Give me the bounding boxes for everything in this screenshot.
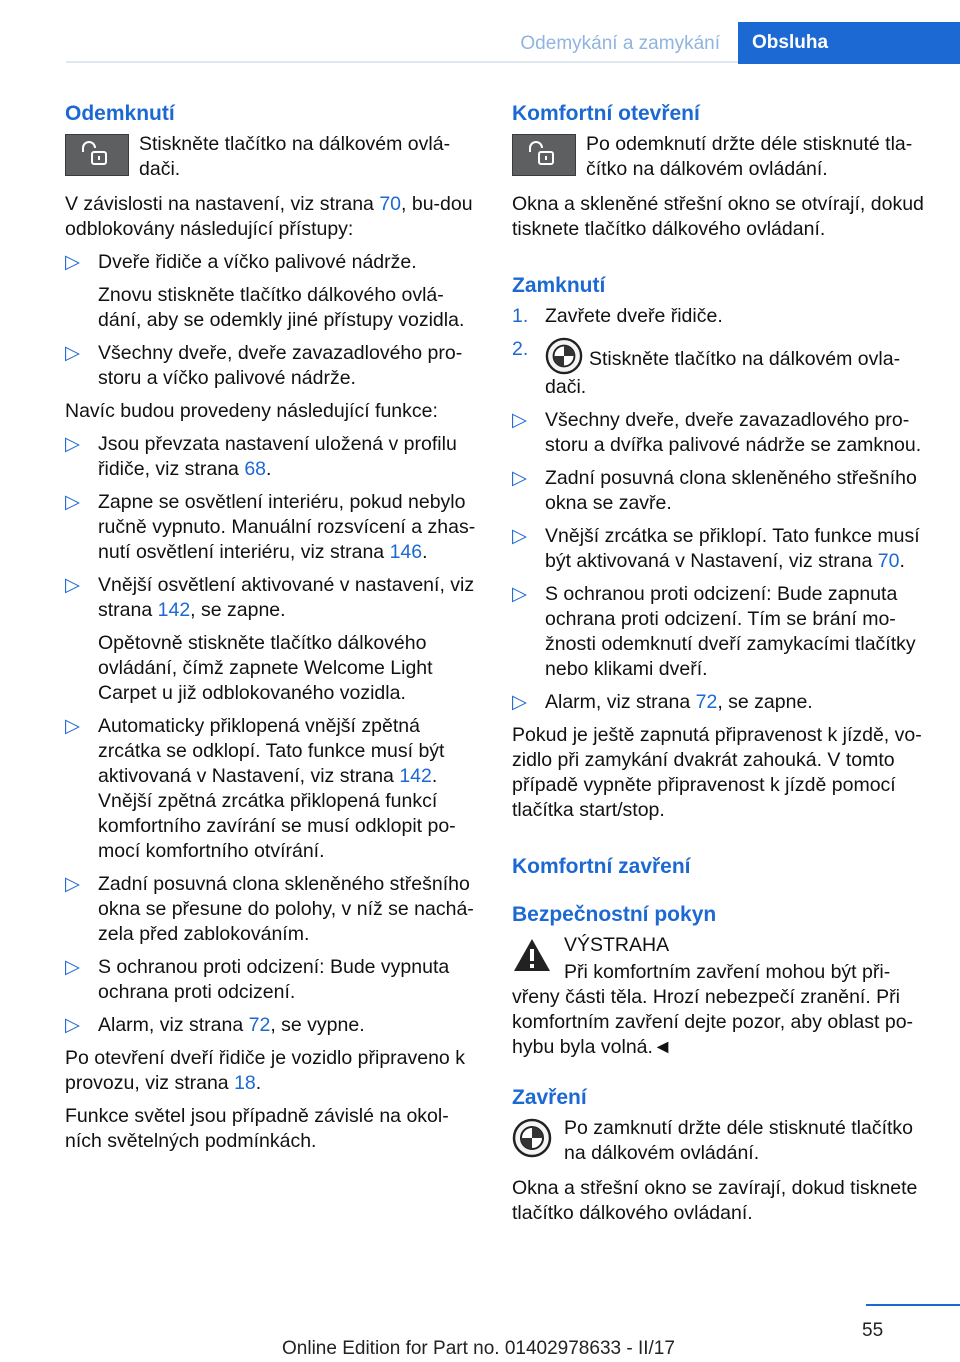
bullet-icon: ▷: [512, 467, 527, 489]
header-section-title: Odemykání a zamykání: [520, 33, 720, 54]
bullet-icon: ▷: [65, 873, 80, 895]
header-chapter-tab[interactable]: Obsluha: [738, 22, 960, 64]
bullet-icon: ▷: [65, 1014, 80, 1036]
list-item: ▷ Alarm, viz strana 72, se zapne.: [512, 691, 813, 713]
list-item: ▷ Automaticky přiklopená vnější zpětná zrcátka se odklopí. Tato funkce musí být aktivovaná v Nastavení, viz strana 142. Vnější zpětná zrcátka přiklopená funkcí komfortního zavírání se musí odklopit po-mocí komfortního otvírání.: [65, 715, 456, 862]
list-item: ▷ Vnější zrcátka se přiklopí. Tato funkce musí být aktivovaná v Nastavení, viz strana 70.: [512, 525, 920, 572]
comfort-open-text: Po odemknutí držte déle stisknuté tla-čítko na dálkovém ovládání.: [586, 133, 913, 180]
paragraph-lights: Funkce světel jsou případně závislé na okol-ních světelných podmínkách.: [65, 1105, 449, 1152]
heading-lock: Zamknutí: [512, 274, 606, 297]
list-item: ▷ Zadní posuvná clona skleněného střešního okna se přesune do polohy, v níž se nachá-zela před zablokováním.: [65, 873, 474, 945]
lock-steps: [512, 304, 928, 400]
list-item: ▷ Zapne se osvětlení interiéru, pokud nebylo ručně vypnuto. Manuální rozsvícení a zhas-nutí osvětlení interiéru, viz strana 146.: [65, 491, 476, 563]
bullet-icon: ▷: [65, 715, 80, 737]
unlock-access-list: [65, 250, 481, 391]
unlock-functions-list: [65, 432, 481, 1038]
list-item-note: Znovu stiskněte tlačítko dálkového ovlá-dání, aby se odemkly jiné přístupy vozidla.: [98, 284, 465, 331]
lock-result-list: [512, 408, 928, 715]
page-link[interactable]: 68: [244, 458, 267, 480]
bullet-icon: ▷: [512, 691, 527, 713]
bullet-icon: ▷: [65, 342, 80, 364]
bullet-icon: ▷: [65, 433, 80, 455]
close-instruction-text: Po zamknutí držte déle stisknuté tlačítko na dálkovém ovládání.: [564, 1117, 914, 1164]
page-link[interactable]: 18: [234, 1072, 256, 1094]
edition-note: Online Edition for Part no. 01402978633 - II/17: [282, 1338, 675, 1359]
page-link[interactable]: 72: [248, 1014, 271, 1036]
bullet-icon: ▷: [65, 251, 80, 273]
bullet-icon: ▷: [512, 409, 527, 431]
paragraph-access: V závislosti na nastavení, viz strana 70, bu-dou odblokovány následující přístupy:: [65, 193, 473, 240]
list-item: ▷ Dveře řidiče a víčko palivové nádrže. Znovu stiskněte tlačítko dálkového ovlá-dání, aby se odemkly jiné přístupy vozidla.: [65, 250, 481, 333]
heading-safety: Bezpečnostní pokyn: [512, 903, 717, 926]
bullet-icon: ▷: [65, 956, 80, 978]
list-item: ▷ S ochranou proti odcizení: Bude zapnuta ochrana proti odcizení. Tím se brání mo-žnosti odemknutí dveří zamykacími tlačítky nebo klikami dveří.: [512, 583, 916, 680]
list-item: ▷ S ochranou proti odcizení: Bude vypnuta ochrana proti odcizení.: [65, 956, 450, 1003]
header-rule: [66, 61, 738, 63]
comfort-open-instruction: [512, 132, 928, 182]
page-link[interactable]: 70: [379, 193, 402, 215]
heading-unlock: Odemknutí: [65, 102, 175, 125]
warning-triangle-icon: [512, 935, 552, 975]
list-item-note: Opětovně stiskněte tlačítko dálkového ovládání, čímž zapnete Welcome Light Carpet u již odblokovaného vozidla.: [98, 632, 433, 704]
list-item: 1. Zavřete dveře řidiče.: [512, 305, 723, 327]
heading-comfort-close: Komfortní zavření: [512, 855, 691, 878]
page-number: 55: [862, 1320, 884, 1341]
right-column: [512, 100, 928, 1234]
list-item: 2. Stiskněte tlačítko na dálkovém ovla-dači.: [512, 338, 901, 398]
unlock-icon: [512, 134, 576, 176]
bmw-key-icon: [512, 1118, 552, 1158]
page-link[interactable]: 146: [389, 541, 423, 563]
paragraph-comfort-open: Okna a skleněné střešní okno se otvírají, dokud tisknete tlačítko dálkového ovládaní.: [512, 193, 924, 240]
bullet-icon: ▷: [65, 574, 80, 596]
footer-rule: [866, 1304, 960, 1306]
page-link[interactable]: 70: [877, 550, 900, 572]
heading-close: Zavření: [512, 1086, 587, 1109]
paragraph-close: Okna a střešní okno se zavírají, dokud tisknete tlačítko dálkového ovládaní.: [512, 1177, 918, 1224]
page-link[interactable]: 142: [157, 599, 191, 621]
bullet-icon: ▷: [512, 525, 527, 547]
list-item: ▷ Alarm, viz strana 72, se vypne.: [65, 1014, 365, 1036]
warning-text: Při komfortním zavření mohou být při-vřeny části těla. Hrozí nebezpečí zranění. Při komfortním zavření dejte pozor, aby oblast po-hybu byla volná.◄: [512, 961, 914, 1058]
page-link[interactable]: 72: [695, 691, 718, 713]
list-item: ▷ Všechny dveře, dveře zavazadlového pro-storu a dvířka palivové nádrže se zamknou.: [512, 409, 922, 456]
unlock-instruction: [65, 132, 481, 182]
unlock-instruction-text: Stiskněte tlačítko na dálkovém ovlá-dači.: [139, 133, 451, 180]
bullet-icon: ▷: [512, 583, 527, 605]
page-link[interactable]: 142: [399, 765, 432, 787]
unlock-icon: [65, 134, 129, 176]
list-item: ▷ Zadní posuvná clona skleněného střešního okna se zavře.: [512, 467, 917, 514]
heading-comfort-open: Komfortní otevření: [512, 102, 700, 125]
paragraph-horn: Pokud je ještě zapnutá připravenost k jízdě, vo-zidlo při zamykání dvakrát zahouká. V tomto případě vypněte připravenost k jízdě pomocí tlačítka start/stop.: [512, 724, 922, 821]
left-column: [65, 100, 481, 1162]
paragraph-ready: Po otevření dveří řidiče je vozidlo připraveno k provozu, viz strana 18.: [65, 1047, 465, 1094]
list-item: ▷ Všechny dveře, dveře zavazadlového pro-storu a víčko palivové nádrže.: [65, 342, 463, 389]
bmw-key-icon: [545, 337, 583, 375]
list-item: ▷ Vnější osvětlení aktivované v nastavení, viz strana 142, se zapne. Opětovně stiskněte tlačítko dálkového ovládání, čímž zapnete Welcome Light Carpet u již odblokovaného vozidla.: [65, 573, 481, 706]
page-header: [0, 0, 960, 64]
paragraph-functions: Navíc budou provedeny následující funkce:: [65, 400, 438, 422]
list-item: ▷ Jsou převzata nastavení uložená v profilu řidiče, viz strana 68.: [65, 433, 457, 480]
bullet-icon: ▷: [65, 491, 80, 513]
warning-title: VÝSTRAHA: [564, 934, 670, 956]
close-instruction: [512, 1116, 928, 1166]
